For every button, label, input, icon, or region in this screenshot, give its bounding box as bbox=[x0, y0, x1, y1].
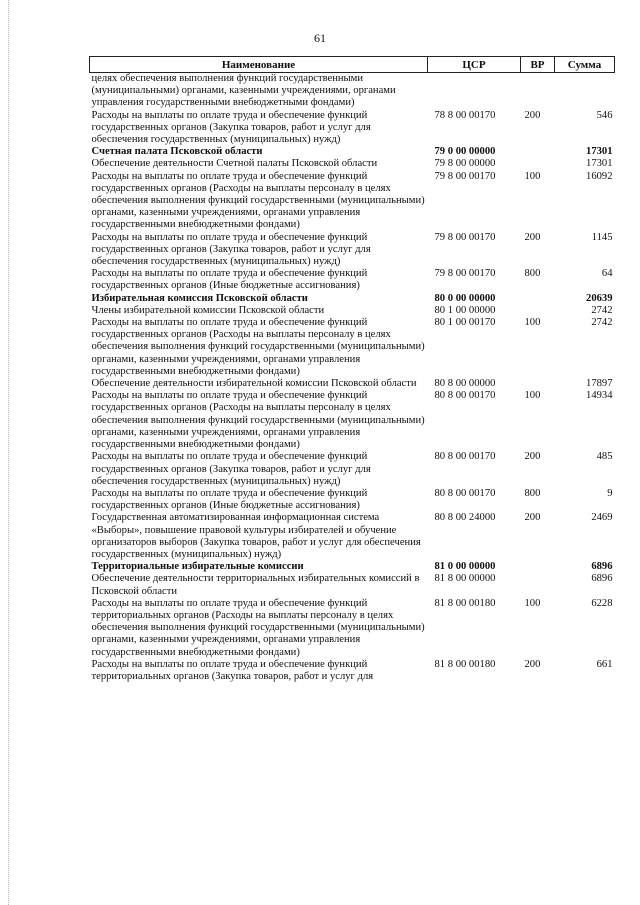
table-row bbox=[90, 293, 615, 305]
row-name-cell: Расходы на выплаты по оплате труда и обеспечение функций государственных органов (Закупка товаров, работ и услуг для обеспечения государственных (муниципальных) нужд) bbox=[91, 231, 371, 268]
row-name-cell: Территориальные избирательные комиссии bbox=[91, 561, 304, 573]
table-row bbox=[90, 512, 615, 561]
row-name-cell: Государственная автоматизированная информационная система «Выборы», повышение правовой культуры избирателей и обучение организаторов выборов (Закупка товаров, работ и услуг для обеспечения государственных (муниципальных) нужд) bbox=[91, 512, 421, 560]
row-sum-cell: 6896 bbox=[591, 573, 613, 585]
row-name-cell: Расходы на выплаты по оплате труда и обеспечение функций государственных органов (Закупка товаров, работ и услуг для обеспечения государственных (муниципальных) нужд) bbox=[91, 109, 371, 146]
row-vr-cell: 100 bbox=[524, 390, 541, 402]
table-row bbox=[90, 659, 615, 683]
row-sum-cell: 14934 bbox=[586, 390, 613, 402]
row-csr-cell: 80 8 00 00000 bbox=[434, 378, 496, 390]
row-sum-cell: 2742 bbox=[591, 317, 613, 329]
row-csr-cell: 79 8 00 00170 bbox=[434, 170, 496, 182]
row-vr-cell bbox=[521, 158, 555, 170]
row-name-cell: Расходы на выплаты по оплате труда и обеспечение функций государственных органов (Расходы на выплаты персоналу в целях обеспечения выполнения функций государственными (муниципальными) органами, казенными учреждениями, органами управления государственными внебюджетными фондами) bbox=[91, 170, 425, 231]
row-name-cell: Счетная палата Псковской области bbox=[91, 146, 263, 158]
row-name-cell: Расходы на выплаты по оплате труда и обеспечение функций государственных органов (Расходы на выплаты персоналу в целях обеспечения выполнения функций государственными (муниципальными) органами, казенными учреждениями, органами управления государственными внебюджетными фондами) bbox=[91, 317, 425, 377]
row-sum-cell: 546 bbox=[596, 109, 613, 121]
table-row bbox=[90, 317, 615, 378]
row-vr-cell: 200 bbox=[524, 109, 541, 121]
table-row bbox=[90, 73, 615, 110]
row-vr-cell: 800 bbox=[524, 268, 541, 280]
row-csr-cell: 78 8 00 00170 bbox=[434, 109, 496, 121]
header-vr: ВР bbox=[521, 57, 555, 73]
row-name-cell: Расходы на выплаты по оплате труда и обеспечение функций территориальных органов (Расходы на выплаты персоналу в целях обеспечения выполнения функций государственными (муниципальными) органами, казенными учреждениями, органами управления государственными внебюджетными фондами) bbox=[91, 597, 425, 658]
row-csr-cell: 79 0 00 00000 bbox=[434, 146, 496, 158]
table-header-row bbox=[90, 57, 615, 73]
table-row bbox=[90, 378, 615, 390]
row-name-cell: Обеспечение деятельности территориальных избирательных комиссий в Псковской области bbox=[91, 573, 420, 597]
row-csr-cell: 79 8 00 00000 bbox=[434, 158, 496, 170]
row-vr-cell: 200 bbox=[524, 231, 541, 243]
row-sum-cell: 1145 bbox=[591, 231, 613, 243]
table-body bbox=[90, 73, 615, 684]
row-name-cell: Расходы на выплаты по оплате труда и обеспечение функций государственных органов (Закупка товаров, работ и услуг для обеспечения государственных (муниципальных) нужд) bbox=[91, 451, 371, 487]
row-sum-cell: 6228 bbox=[591, 597, 613, 609]
row-sum-cell: 17301 bbox=[586, 146, 613, 158]
row-sum-cell: 661 bbox=[596, 658, 613, 670]
row-csr-cell: 80 8 00 24000 bbox=[434, 512, 496, 524]
row-vr-cell bbox=[521, 293, 555, 305]
table-row bbox=[90, 305, 615, 317]
row-csr-cell: 81 0 00 00000 bbox=[434, 561, 496, 573]
row-vr-cell bbox=[521, 561, 555, 573]
row-vr-cell: 200 bbox=[524, 658, 541, 670]
row-vr-cell bbox=[521, 73, 555, 110]
row-sum-cell: 20639 bbox=[586, 292, 613, 304]
row-vr-cell bbox=[521, 378, 555, 390]
row-csr-cell: 79 8 00 00170 bbox=[434, 268, 496, 280]
row-name-cell: Обеспечение деятельности избирательной комиссии Псковской области bbox=[91, 378, 417, 390]
row-sum-cell: 17301 bbox=[586, 158, 613, 170]
row-sum-cell: 6896 bbox=[591, 561, 613, 573]
row-vr-cell: 800 bbox=[524, 487, 541, 499]
row-vr-cell: 100 bbox=[524, 317, 541, 329]
row-csr-cell: 80 8 00 00170 bbox=[434, 390, 496, 402]
row-vr-cell bbox=[521, 305, 555, 317]
row-sum-cell: 64 bbox=[601, 268, 613, 280]
table-row bbox=[90, 232, 615, 269]
table-row bbox=[90, 561, 615, 573]
row-csr-cell: 80 1 00 00170 bbox=[434, 317, 496, 329]
page-number: 61 bbox=[314, 31, 326, 45]
header-name: Наименование bbox=[90, 57, 428, 73]
row-sum-cell: 2469 bbox=[591, 512, 613, 524]
row-sum-cell: 485 bbox=[596, 451, 613, 463]
row-sum-cell: 16092 bbox=[586, 170, 613, 182]
page-edge-line bbox=[8, 0, 10, 905]
table-row bbox=[90, 158, 615, 170]
row-name-cell: Расходы на выплаты по оплате труда и обеспечение функций государственных органов (Иные бюджетные ассигнования) bbox=[91, 268, 368, 292]
table-row bbox=[90, 110, 615, 147]
header-csr: ЦСР bbox=[428, 57, 521, 73]
table-row bbox=[90, 268, 615, 292]
row-vr-cell: 200 bbox=[524, 512, 541, 524]
row-name-cell: Избирательная комиссия Псковской области bbox=[91, 292, 308, 304]
row-name-cell: Расходы на выплаты по оплате труда и обеспечение функций территориальных органов (Закупка товаров, работ и услуг для bbox=[91, 658, 374, 682]
row-csr-cell: 81 8 00 00000 bbox=[434, 573, 496, 585]
row-vr-cell bbox=[521, 146, 555, 158]
row-vr-cell: 100 bbox=[524, 597, 541, 609]
row-csr-cell: 80 8 00 00170 bbox=[434, 487, 496, 499]
row-name-cell: целях обеспечения выполнения функций государственными (муниципальными) органами, казенными учреждениями, органами управления государственными внебюджетными фондами) bbox=[91, 73, 396, 109]
row-name-cell: Расходы на выплаты по оплате труда и обеспечение функций государственных органов (Расходы на выплаты персоналу в целях обеспечения выполнения функций государственными (муниципальными) органами, казенными учреждениями, органами управления государственными внебюджетными фондами) bbox=[91, 390, 425, 451]
row-vr-cell bbox=[521, 573, 555, 597]
row-csr-cell: 80 1 00 00000 bbox=[434, 304, 496, 316]
table-row bbox=[90, 488, 615, 512]
row-csr-cell: 81 8 00 00180 bbox=[434, 658, 496, 670]
row-csr-cell: 81 8 00 00180 bbox=[434, 597, 496, 609]
row-csr-cell: 80 0 00 00000 bbox=[434, 292, 496, 304]
table-row bbox=[90, 171, 615, 232]
table-row bbox=[90, 390, 615, 451]
table-row bbox=[90, 146, 615, 158]
row-sum-cell bbox=[555, 73, 615, 110]
row-csr-cell bbox=[428, 73, 521, 110]
row-csr-cell: 80 8 00 00170 bbox=[434, 451, 496, 463]
table-row bbox=[90, 598, 615, 659]
row-sum-cell: 9 bbox=[607, 487, 613, 499]
row-vr-cell: 100 bbox=[524, 170, 541, 182]
table-row bbox=[90, 451, 615, 488]
budget-table bbox=[89, 56, 615, 683]
row-sum-cell: 17897 bbox=[586, 378, 613, 390]
row-name-cell: Члены избирательной комиссии Псковской области bbox=[91, 304, 325, 316]
row-csr-cell: 79 8 00 00170 bbox=[434, 231, 496, 243]
header-sum: Сумма bbox=[555, 57, 615, 73]
row-sum-cell: 2742 bbox=[591, 304, 613, 316]
row-name-cell: Расходы на выплаты по оплате труда и обеспечение функций государственных органов (Иные бюджетные ассигнования) bbox=[91, 487, 368, 512]
row-vr-cell: 200 bbox=[524, 451, 541, 463]
row-name-cell: Обеспечение деятельности Счетной палаты Псковской области bbox=[91, 158, 378, 170]
table-row bbox=[90, 573, 615, 597]
